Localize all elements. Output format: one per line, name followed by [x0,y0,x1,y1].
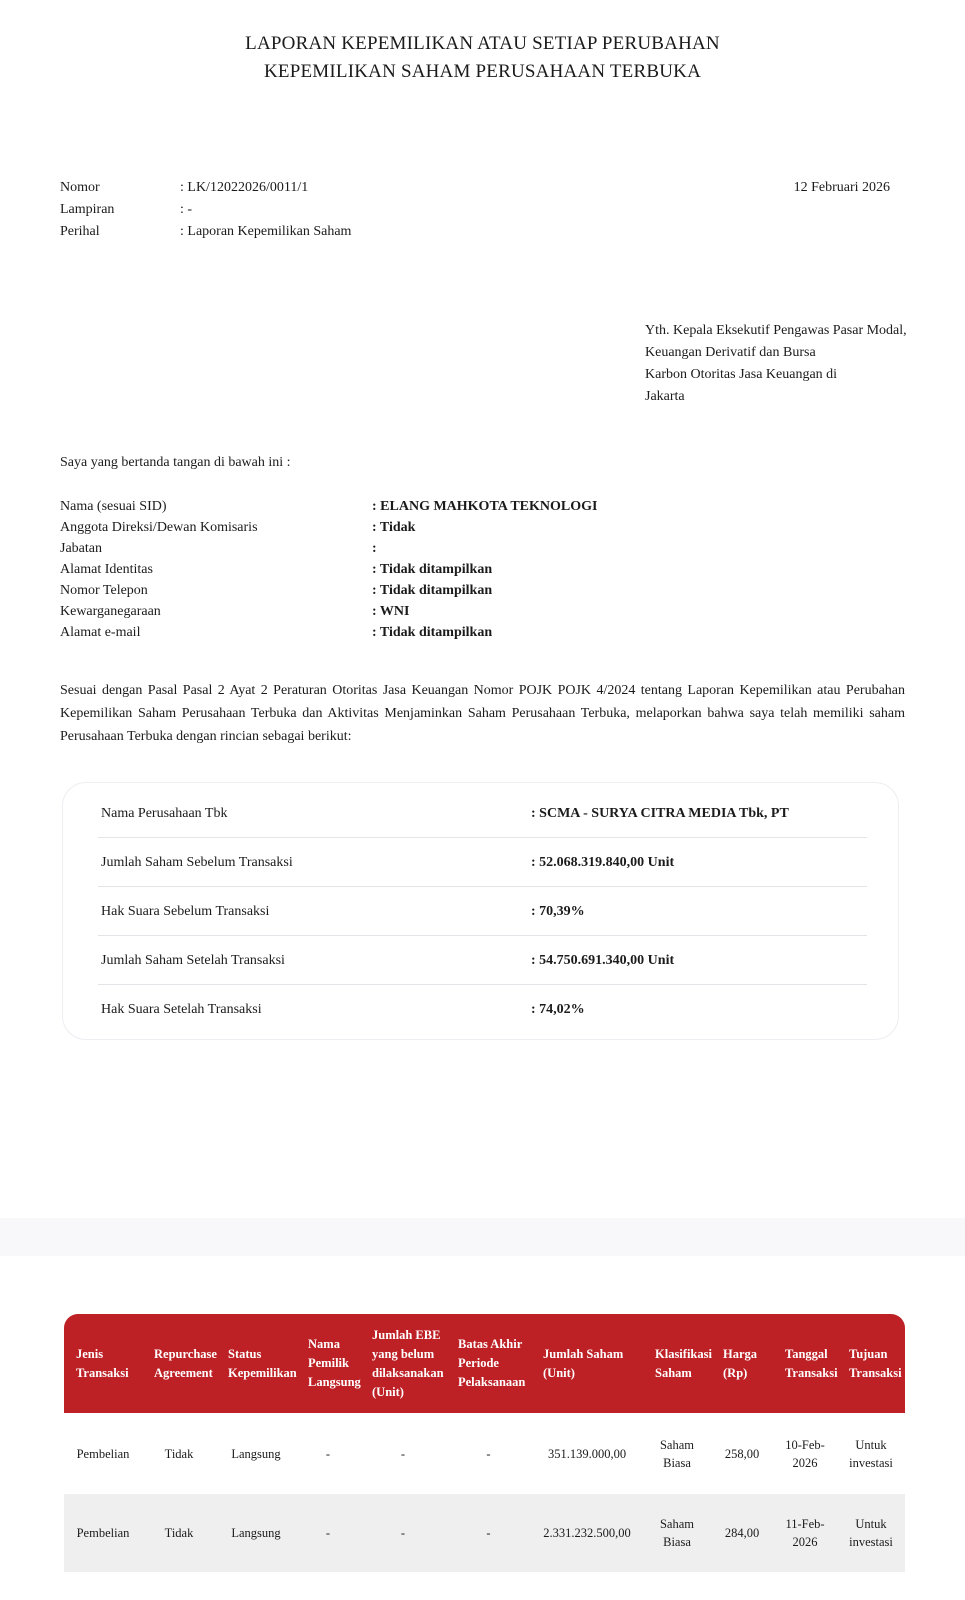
column-header: Tanggal Transaksi [785,1346,838,1380]
title-line-2: KEPEMILIKAN SAHAM PERUSAHAAN TERBUKA [263,61,701,82]
table-page [0,1256,965,1600]
table-cell: Tidak [164,1526,194,1540]
summary-row [63,887,898,936]
declarant-value: : ELANG MAHKOTA TEKNOLOGI [372,496,597,517]
declarant-value: : Tidak ditampilkan [372,580,492,601]
table-cell: Untuk investasi [849,1517,893,1549]
column-header: Harga (Rp) [723,1346,758,1380]
meta-row [60,177,620,199]
page-separator [0,1218,965,1256]
table-cell: - [325,1446,331,1461]
declarant-label: Kewarganegaraan [60,604,161,619]
declarant-value [372,538,377,559]
summary-row [63,838,898,887]
meta-row [60,199,620,221]
declarant-label: Alamat Identitas [60,562,153,577]
meta-value: : - [180,199,192,221]
table-cell: Untuk investasi [849,1437,893,1470]
recipient-line: Yth. Kepala Eksekutif Pengawas Pasar Modal, [645,323,907,338]
letter-meta [60,177,620,243]
meta-value: : Laporan Kepemilikan Saham [180,221,351,243]
table-cell: - [486,1446,491,1461]
column-header: Jumlah Saham (Unit) [543,1346,624,1380]
table-cell: 258,00 [724,1446,760,1461]
table-cell: - [325,1526,331,1540]
table-row [64,1413,905,1494]
declarant-value: : Tidak ditampilkan [372,622,492,643]
declarant-row [60,622,905,643]
table-cell: 10-Feb-2026 [785,1437,825,1470]
table-cell: Pembelian [76,1526,130,1540]
declarant-label: Jabatan [60,541,102,556]
page-title [0,30,965,86]
summary-label: Hak Suara Sebelum Transaksi [101,903,270,919]
declarant-row [60,559,905,580]
meta-label: Nomor [60,180,100,195]
statement-paragraph: Sesuai dengan Pasal Pasal 2 Ayat 2 Peraturan Otoritas Jasa Keuangan Nomor POJK POJK 4/2024 tentang Laporan Kepemilikan atau Perubahan Kepemilikan Saham Perusahaan Terbuka dan Aktivitas Menjaminkan Saham Perusahaan Terbuka, melaporkan bahwa saya telah memiliki saham Perusahaan Terbuka dengan rincian sebagai berikut: [60,683,905,744]
summary-label: Jumlah Saham Setelah Transaksi [101,952,285,968]
salutation: Saya yang bertanda tangan di bawah ini : [60,455,291,470]
summary-row [63,985,898,1034]
table-cell: 284,00 [724,1526,760,1540]
column-header: Tujuan Transaksi [849,1346,902,1380]
table-row [64,1494,905,1572]
table-cell: - [486,1526,491,1540]
table-cell: Saham Biasa [659,1437,695,1470]
summary-row [63,789,898,838]
declarant-value: : Tidak [372,517,415,538]
summary-value: : SCMA - SURYA CITRA MEDIA Tbk, PT [531,806,789,822]
meta-row [60,221,620,243]
table-cell: 2.331.232.500,00 [543,1526,631,1540]
declarant-row [60,601,905,622]
declarant-value: : Tidak ditampilkan [372,559,492,580]
declarant-label: Nama (sesuai SID) [60,499,167,514]
declarant-row [60,580,905,601]
meta-value: : LK/12022026/0011/1 [180,177,308,199]
column-header: Nama Pemilik Langsung [308,1337,361,1389]
declarant-row [60,496,905,517]
summary-row [63,936,898,985]
column-header: Batas Akhir Periode Pelaksanaan [458,1337,526,1389]
summary-value: : 54.750.691.340,00 Unit [531,953,674,969]
table-cell: Langsung [231,1526,281,1540]
table-cell: Saham Biasa [659,1517,695,1549]
column-header: Status Kepemilikan [228,1346,297,1380]
summary-label: Hak Suara Setelah Transaksi [101,1001,262,1017]
declarant-details [60,496,905,643]
column-header: Klasifikasi Saham [655,1346,712,1380]
recipient-line: Karbon Otoritas Jasa Keuangan di [645,367,838,382]
table-cell: 351.139.000,00 [547,1446,627,1461]
letter-date: 12 Februari 2026 [793,180,890,195]
transactions-table-header [64,1314,905,1413]
column-header: Repurchase Agreement [154,1346,217,1380]
summary-value: : 52.068.319.840,00 Unit [531,855,674,871]
title-line-1: LAPORAN KEPEMILIKAN ATAU SETIAP PERUBAHAN [245,33,720,54]
declarant-label: Alamat e-mail [60,625,141,640]
declarant-label: Nomor Telepon [60,583,148,598]
ownership-summary-card [62,782,899,1040]
summary-label: Nama Perusahaan Tbk [101,805,228,821]
recipient-address [645,320,925,408]
meta-label: Perihal [60,224,100,239]
meta-label: Lampiran [60,202,115,217]
summary-value: : 70,39% [531,904,585,920]
table-cell: 11-Feb-2026 [785,1517,825,1549]
declarant-value: : WNI [372,601,409,622]
declarant-label: Anggota Direksi/Dewan Komisaris [60,520,258,535]
recipient-line: Jakarta [645,389,685,404]
declarant-row [60,538,905,559]
table-cell: Pembelian [76,1446,130,1461]
recipient-line: Keuangan Derivatif dan Bursa [645,345,816,360]
table-cell: Langsung [231,1446,281,1461]
transactions-table [64,1314,905,1572]
declarant-row [60,517,905,538]
column-header: Jumlah EBE yang belum dilaksanakan (Unit) [372,1327,444,1399]
summary-value: : 74,02% [531,1002,585,1018]
column-header: Jenis Transaksi [76,1346,129,1380]
table-cell: - [400,1526,406,1540]
summary-label: Jumlah Saham Sebelum Transaksi [101,854,293,870]
table-cell: - [400,1446,406,1461]
table-cell: Tidak [164,1446,194,1461]
